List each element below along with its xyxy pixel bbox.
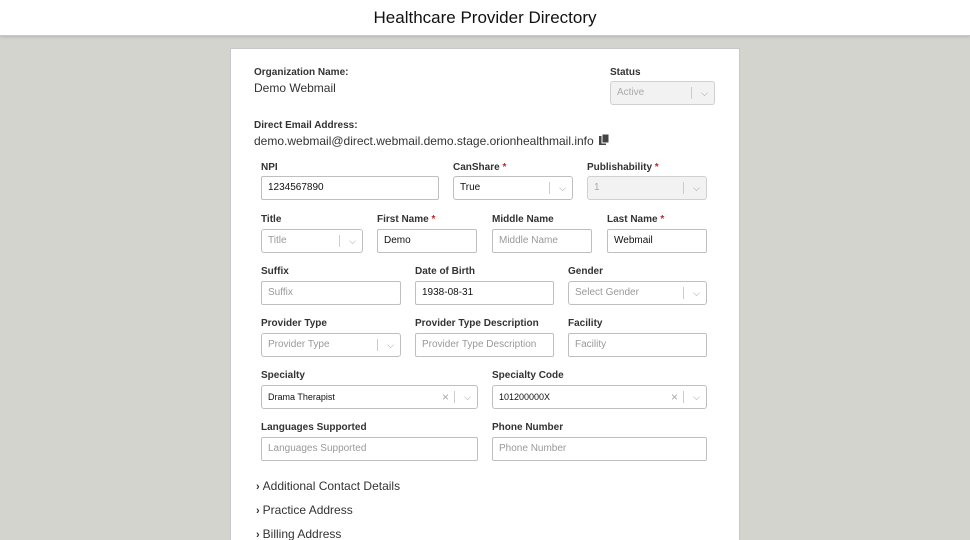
gender-select[interactable] <box>568 281 707 305</box>
page-title: Healthcare Provider Directory <box>373 8 597 27</box>
chevron-right-icon: › <box>256 481 260 493</box>
chevron-down-icon: ⌵ <box>693 392 700 402</box>
status-label: Status <box>610 67 641 78</box>
title-select[interactable] <box>261 229 363 253</box>
org-name-value: Demo Webmail <box>254 81 336 95</box>
specialty-select[interactable] <box>261 385 478 409</box>
direct-email-text: demo.webmail@direct.webmail.demo.stage.orionhealthmail.info <box>254 134 594 148</box>
facility-label: Facility <box>568 318 603 329</box>
first-name-label <box>377 214 435 225</box>
last-name-label <box>607 214 664 225</box>
chevron-down-icon: ⌵ <box>559 183 566 193</box>
gender-label: Gender <box>568 266 604 277</box>
chevron-down-icon: ⌵ <box>464 392 471 402</box>
dob-input[interactable]: 1938-08-31 <box>415 281 554 305</box>
publishability-label-text: Publishability <box>587 162 653 173</box>
canshare-label-text: CanShare <box>453 162 500 173</box>
select-separator <box>339 235 340 247</box>
section-label: Practice Address <box>262 503 353 517</box>
copy-icon[interactable] <box>599 134 609 146</box>
title-placeholder: Title <box>268 235 287 246</box>
facility-input[interactable]: Facility <box>568 333 707 357</box>
publishability-value: 1 <box>594 182 600 193</box>
publishability-select[interactable] <box>587 176 707 200</box>
required-marker: * <box>654 162 659 173</box>
provider-type-desc-label: Provider Type Description <box>415 318 539 329</box>
select-separator <box>454 391 455 403</box>
chevron-down-icon: ⌵ <box>387 340 394 350</box>
chevron-down-icon: ⌵ <box>349 236 356 246</box>
middle-name-label: Middle Name <box>492 214 554 225</box>
required-marker: * <box>660 214 665 225</box>
chevron-right-icon: › <box>256 505 260 517</box>
required-marker: * <box>502 162 507 173</box>
specialty-label: Specialty <box>261 370 305 381</box>
status-select[interactable] <box>610 81 715 105</box>
provider-type-select[interactable] <box>261 333 401 357</box>
section-label: Billing Address <box>262 527 342 540</box>
specialty-code-select[interactable] <box>492 385 707 409</box>
middle-name-input[interactable]: Middle Name <box>492 229 592 253</box>
org-name-label: Organization Name: <box>254 67 349 78</box>
chevron-right-icon: › <box>256 529 260 540</box>
suffix-label: Suffix <box>261 266 289 277</box>
provider-type-desc-input[interactable]: Provider Type Description <box>415 333 554 357</box>
phone-label: Phone Number <box>492 422 564 433</box>
provider-type-placeholder: Provider Type <box>268 339 330 350</box>
specialty-code-value: 101200000X <box>499 392 551 402</box>
gender-placeholder: Select Gender <box>575 287 639 298</box>
provider-form-card <box>230 48 740 540</box>
select-separator <box>683 182 684 194</box>
status-value: Active <box>617 87 645 98</box>
first-name-input[interactable]: Demo <box>377 229 477 253</box>
chevron-down-icon: ⌵ <box>693 288 700 298</box>
last-name-input[interactable]: Webmail <box>607 229 707 253</box>
specialty-value: Drama Therapist <box>268 392 335 402</box>
top-header <box>0 0 970 36</box>
canshare-label <box>453 162 506 173</box>
section-practice-address[interactable] <box>256 503 353 517</box>
section-additional-contact[interactable] <box>256 479 400 493</box>
select-separator <box>377 339 378 351</box>
direct-email-label: Direct Email Address: <box>254 120 358 131</box>
last-name-label-text: Last Name <box>607 214 658 225</box>
section-label: Additional Contact Details <box>262 479 401 493</box>
languages-label: Languages Supported <box>261 422 367 433</box>
suffix-input[interactable]: Suffix <box>261 281 401 305</box>
select-separator <box>691 87 692 99</box>
canshare-select[interactable] <box>453 176 573 200</box>
title-label: Title <box>261 214 282 225</box>
publishability-label <box>587 162 659 173</box>
npi-label: NPI <box>261 162 278 173</box>
select-separator <box>683 287 684 299</box>
select-separator <box>549 182 550 194</box>
chevron-down-icon: ⌵ <box>701 88 708 98</box>
clear-icon[interactable]: × <box>441 390 449 404</box>
first-name-label-text: First Name <box>377 214 429 225</box>
select-separator <box>683 391 684 403</box>
canshare-value: True <box>460 182 481 193</box>
provider-type-label: Provider Type <box>261 318 327 329</box>
dob-label: Date of Birth <box>415 266 475 277</box>
chevron-down-icon: ⌵ <box>693 183 700 193</box>
phone-input[interactable]: Phone Number <box>492 437 707 461</box>
required-marker: * <box>431 214 436 225</box>
direct-email-value <box>254 134 609 148</box>
specialty-code-label: Specialty Code <box>492 370 564 381</box>
npi-input[interactable]: 1234567890 <box>261 176 439 200</box>
languages-input[interactable]: Languages Supported <box>261 437 478 461</box>
section-billing-address[interactable] <box>256 527 341 540</box>
clear-icon[interactable]: × <box>670 390 678 404</box>
